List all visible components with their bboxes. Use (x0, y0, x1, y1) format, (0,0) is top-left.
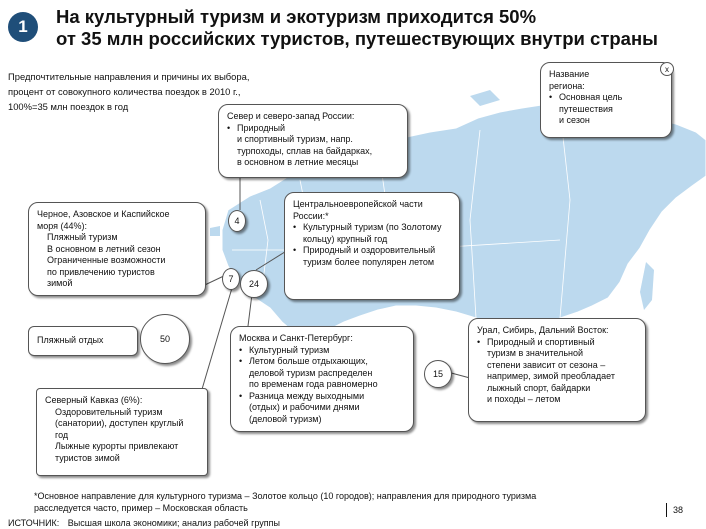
beach-value-badge (140, 314, 190, 364)
central-bullet2-line-2: туризм более популярен летом (303, 256, 435, 267)
north-value-badge (228, 210, 246, 232)
beach-value: 50 (159, 334, 170, 344)
moscow-bullet2-line-2: деловой туризм распределен (249, 367, 373, 378)
moscow-bullet-2 (239, 356, 405, 368)
ural-callout (468, 318, 646, 422)
caucasus-value-badge (222, 268, 240, 290)
moscow-title: Москва и Санкт-Петербург: (239, 333, 353, 343)
footnote-line-1: *Основное направление для культурного туризма – Золотое кольцо (10 городов); направления для природного туризма (34, 491, 537, 501)
legend-bullet-line-1: • Основная цель (549, 92, 663, 104)
moscow-bullet3-line-1: • Разница между выходными (239, 391, 405, 403)
north-title: Север и северо-запад России: (227, 111, 355, 121)
south-line-5: зимой (47, 278, 73, 288)
source-line (8, 517, 648, 529)
caucasus-line-2: (санатории), доступен круглый (55, 418, 184, 428)
legend-bullet-line-3: и сезон (559, 115, 590, 125)
caucasus-callout (36, 388, 208, 476)
ural-value: 15 (432, 369, 443, 379)
moscow-bullet3-line-3: (деловой туризм) (249, 413, 322, 424)
south-line-1: Пляжный туризм (47, 232, 118, 242)
central-title-line-2: России:* (293, 210, 329, 221)
central-bullet-1 (293, 222, 451, 234)
north-bullet-line-3: турпоходы, сплав на байдарках, (237, 145, 373, 156)
beach-label: Пляжный отдых (37, 335, 104, 346)
caucasus-value: 7 (228, 274, 234, 284)
source-text: Высшая школа экономики; анализ рабочей группы (67, 518, 280, 528)
footnote-line-2: расследуется часто, пример – Московская область (34, 503, 248, 513)
moscow-value: 24 (248, 279, 259, 289)
moscow-bullet1-line-1: • Культурный туризм (239, 345, 405, 357)
ural-bullet-line-4: например, зимой преобладает (487, 371, 615, 381)
slide-number: 1 (18, 17, 28, 36)
central-title: Центральноевропейской части (293, 199, 423, 209)
ural-value-badge (424, 360, 452, 388)
ural-bullet-line-5: лыжный спорт, байдарки (487, 382, 591, 393)
ural-bullet (477, 337, 637, 349)
footnote (8, 490, 648, 529)
moscow-value-badge (240, 270, 268, 298)
legend-callout (540, 62, 672, 138)
close-label: x (665, 64, 669, 74)
page-number-value: 38 (673, 505, 684, 515)
source-label: ИСТОЧНИК: (8, 518, 60, 528)
subtitle-line-3: 100%=35 млн поездок в год (8, 101, 129, 112)
page-number (666, 503, 683, 517)
ural-bullet-line-3: степени зависит от сезона – (487, 359, 606, 370)
central-bullet2-line-1: • Природный и оздоровительный (293, 245, 451, 257)
legend-bullet-line-2: путешествия (559, 103, 613, 114)
legend-title-line-2: региона: (549, 80, 585, 91)
legend-title-line-1: Название (549, 69, 590, 79)
moscow-bullet-3 (239, 391, 405, 403)
title-line-2: от 35 млн российских туристов, путешествующих внутри страны (56, 28, 658, 49)
caucasus-line-1: Оздоровительный туризм (55, 406, 163, 417)
legend-bullet (549, 92, 663, 104)
central-callout (284, 192, 460, 300)
moscow-bullet2-line-3: по временам года равномерно (249, 379, 378, 389)
north-bullet (227, 123, 399, 135)
ural-bullet-line-1: • Природный и спортивный (477, 337, 637, 349)
caucasus-line-4: Лыжные курорты привлекают (55, 441, 179, 451)
south-title-line-1: Черное, Азовское и Каспийское (37, 209, 170, 219)
central-bullet1-line-1: • Культурный туризм (по Золотому (293, 222, 451, 234)
arctic-island-shape-2 (470, 90, 500, 106)
ural-bullet-line-6: и походы – летом (487, 394, 561, 404)
north-callout (218, 104, 408, 178)
north-value: 4 (234, 216, 240, 226)
central-bullet-2 (293, 245, 451, 257)
moscow-bullet2-line-1: • Летом больше отдыхающих, (239, 356, 405, 368)
south-line-4: по привлечению туристов (47, 266, 155, 277)
beach-label-box (28, 326, 138, 356)
subtitle-line-2: процент от совокупного количества поездок в 2010 г., (8, 86, 241, 97)
moscow-callout (230, 326, 414, 432)
sakhalin-shape (640, 262, 654, 310)
north-bullet-line-4: в основном в летние месяцы (237, 157, 359, 167)
caucasus-line-5: туристов зимой (55, 452, 120, 463)
south-line-3: Ограниченные возможности (47, 255, 166, 265)
kaliningrad-shape (210, 226, 220, 236)
subtitle-line-1: Предпочтительные направления и причины их выбора, (8, 71, 250, 82)
ural-title: Урал, Сибирь, Дальний Восток: (477, 325, 609, 335)
central-bullet1-line-2: кольцу) крупный год (303, 233, 388, 244)
slide-number-badge (8, 12, 38, 42)
pointer-caucasus (200, 288, 232, 396)
south-line-2: В основном в летний сезон (47, 243, 161, 254)
title-line-1: На культурный туризм и экотуризм приходится 50% (56, 6, 537, 27)
south-callout (28, 202, 206, 296)
moscow-bullet-1 (239, 345, 405, 357)
pointer-moscow (248, 294, 252, 326)
moscow-bullet3-line-2: (отдых) и рабочими днями (249, 402, 360, 412)
caucasus-line-3: год (55, 429, 69, 440)
close-icon[interactable] (660, 62, 674, 76)
slide-title (56, 6, 696, 50)
north-bullet-line-2: и спортивный туризм, напр. (237, 134, 353, 144)
south-title-line-2: моря (44%): (37, 220, 87, 231)
ural-bullet-line-2: туризм в значительной (487, 348, 584, 358)
north-bullet-line-1: • Природный (227, 123, 399, 135)
caucasus-title: Северный Кавказ (6%): (45, 395, 143, 405)
